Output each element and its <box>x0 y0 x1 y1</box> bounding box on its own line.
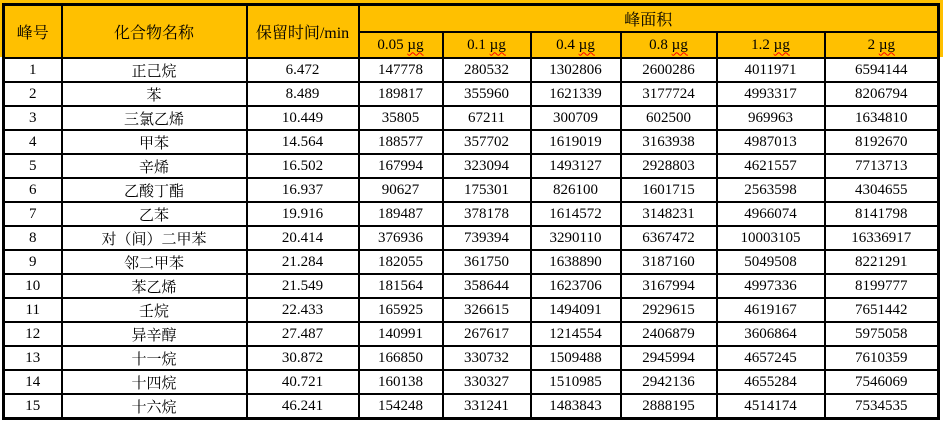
peak-area-cell: 2888195 <box>621 394 717 419</box>
peak-area-cell: 376936 <box>359 226 443 250</box>
peak-area-cell: 4987013 <box>717 130 825 154</box>
peak-area-cell: 602500 <box>621 106 717 130</box>
microgram-unit-label: µg <box>773 36 790 53</box>
peak-no-cell: 5 <box>4 154 62 178</box>
peak-area-cell: 8206794 <box>825 82 939 106</box>
table-row <box>4 250 939 274</box>
retention-time-cell: 14.564 <box>247 130 359 154</box>
peak-area-cell: 323094 <box>443 154 531 178</box>
peak-area-cell: 189817 <box>359 82 443 106</box>
peak-area-cell: 1494091 <box>531 298 621 322</box>
peak-area-cell: 300709 <box>531 106 621 130</box>
retention-time-cell: 20.414 <box>247 226 359 250</box>
peak-area-cell: 90627 <box>359 178 443 202</box>
retention-time-cell: 10.449 <box>247 106 359 130</box>
compound-name-cell: 对（间）二甲苯 <box>62 226 247 250</box>
compound-name-cell: 辛烯 <box>62 154 247 178</box>
peak-area-cell: 1621339 <box>531 82 621 106</box>
peak-area-cell: 2945994 <box>621 346 717 370</box>
concentration-header-1.2: 1.2 µg <box>717 32 825 58</box>
peak-area-cell: 166850 <box>359 346 443 370</box>
peak-area-cell: 1509488 <box>531 346 621 370</box>
retention-time-cell: 19.916 <box>247 202 359 226</box>
table-row <box>4 202 939 226</box>
peak-area-cell: 8192670 <box>825 130 939 154</box>
table-row <box>4 130 939 154</box>
retention-time-cell: 46.241 <box>247 394 359 419</box>
peak-area-cell: 1214554 <box>531 322 621 346</box>
peak-area-cell: 3177724 <box>621 82 717 106</box>
compound-name-cell: 十四烷 <box>62 370 247 394</box>
col-header-compound: 化合物名称 <box>62 5 247 59</box>
compound-name-cell: 苯乙烯 <box>62 274 247 298</box>
peak-no-cell: 3 <box>4 106 62 130</box>
peak-area-cell: 4655284 <box>717 370 825 394</box>
peak-area-cell: 181564 <box>359 274 443 298</box>
peak-area-cell: 10003105 <box>717 226 825 250</box>
peak-area-cell: 182055 <box>359 250 443 274</box>
compound-name-cell: 三氯乙烯 <box>62 106 247 130</box>
microgram-unit-label: µg <box>578 36 595 53</box>
peak-area-cell: 331241 <box>443 394 531 419</box>
peak-no-cell: 7 <box>4 202 62 226</box>
peak-area-cell: 188577 <box>359 130 443 154</box>
peak-area-cell: 1634810 <box>825 106 939 130</box>
compound-name-cell: 邻二甲苯 <box>62 250 247 274</box>
peak-area-cell: 378178 <box>443 202 531 226</box>
peak-area-cell: 358644 <box>443 274 531 298</box>
peak-area-cell: 7534535 <box>825 394 939 419</box>
compound-name-cell: 甲苯 <box>62 130 247 154</box>
peak-area-cell: 7651442 <box>825 298 939 322</box>
table-body <box>4 58 939 419</box>
peak-area-cell: 4993317 <box>717 82 825 106</box>
peak-area-cell: 3187160 <box>621 250 717 274</box>
retention-time-cell: 40.721 <box>247 370 359 394</box>
compound-name-cell: 壬烷 <box>62 298 247 322</box>
peak-area-cell: 1601715 <box>621 178 717 202</box>
microgram-unit-label: µg <box>489 36 506 53</box>
microgram-unit-label: µg <box>671 36 688 53</box>
peak-area-cell: 4966074 <box>717 202 825 226</box>
calibration-table <box>2 3 940 420</box>
peak-area-cell: 969963 <box>717 106 825 130</box>
retention-time-cell: 16.937 <box>247 178 359 202</box>
peak-area-cell: 8199777 <box>825 274 939 298</box>
peak-no-cell: 12 <box>4 322 62 346</box>
peak-area-cell: 3163938 <box>621 130 717 154</box>
peak-no-cell: 13 <box>4 346 62 370</box>
peak-area-cell: 357702 <box>443 130 531 154</box>
peak-area-cell: 330327 <box>443 370 531 394</box>
peak-no-cell: 14 <box>4 370 62 394</box>
peak-area-cell: 1302806 <box>531 58 621 82</box>
concentration-header-2: 2 µg <box>825 32 939 58</box>
table-row <box>4 298 939 322</box>
peak-area-cell: 2563598 <box>717 178 825 202</box>
peak-area-cell: 361750 <box>443 250 531 274</box>
peak-area-cell: 8221291 <box>825 250 939 274</box>
table-row <box>4 394 939 419</box>
peak-area-cell: 1638890 <box>531 250 621 274</box>
peak-area-cell: 4514174 <box>717 394 825 419</box>
compound-name-cell: 十六烷 <box>62 394 247 419</box>
peak-area-cell: 6594144 <box>825 58 939 82</box>
peak-no-cell: 15 <box>4 394 62 419</box>
col-header-retention-time: 保留时间/min <box>247 5 359 59</box>
retention-time-cell: 6.472 <box>247 58 359 82</box>
peak-area-cell: 1493127 <box>531 154 621 178</box>
peak-area-cell: 67211 <box>443 106 531 130</box>
peak-area-cell: 4619167 <box>717 298 825 322</box>
peak-area-cell: 355960 <box>443 82 531 106</box>
compound-name-cell: 异辛醇 <box>62 322 247 346</box>
peak-area-cell: 147778 <box>359 58 443 82</box>
peak-area-cell: 1510985 <box>531 370 621 394</box>
peak-area-cell: 7546069 <box>825 370 939 394</box>
peak-no-cell: 1 <box>4 58 62 82</box>
peak-area-cell: 140991 <box>359 322 443 346</box>
peak-area-cell: 280532 <box>443 58 531 82</box>
peak-area-cell: 5975058 <box>825 322 939 346</box>
concentration-header-0.8: 0.8 µg <box>621 32 717 58</box>
peak-area-cell: 154248 <box>359 394 443 419</box>
col-header-peak-area-group: 峰面积 <box>359 5 939 33</box>
peak-area-cell: 3167994 <box>621 274 717 298</box>
peak-no-cell: 4 <box>4 130 62 154</box>
peak-area-cell: 2929615 <box>621 298 717 322</box>
peak-area-cell: 2406879 <box>621 322 717 346</box>
table-row <box>4 370 939 394</box>
peak-area-cell: 1619019 <box>531 130 621 154</box>
peak-area-cell: 4011971 <box>717 58 825 82</box>
peak-area-cell: 4657245 <box>717 346 825 370</box>
retention-time-cell: 22.433 <box>247 298 359 322</box>
table-row <box>4 178 939 202</box>
table-row <box>4 154 939 178</box>
peak-area-cell: 189487 <box>359 202 443 226</box>
peak-area-cell: 7610359 <box>825 346 939 370</box>
peak-area-cell: 4304655 <box>825 178 939 202</box>
peak-area-cell: 3148231 <box>621 202 717 226</box>
peak-no-cell: 6 <box>4 178 62 202</box>
peak-no-cell: 8 <box>4 226 62 250</box>
peak-area-cell: 5049508 <box>717 250 825 274</box>
concentration-header-0.1: 0.1 µg <box>443 32 531 58</box>
table-row <box>4 226 939 250</box>
peak-area-cell: 160138 <box>359 370 443 394</box>
peak-area-cell: 267617 <box>443 322 531 346</box>
peak-area-cell: 1483843 <box>531 394 621 419</box>
peak-area-cell: 826100 <box>531 178 621 202</box>
col-header-peak-no: 峰号 <box>4 5 62 59</box>
table-row <box>4 58 939 82</box>
compound-name-cell: 十一烷 <box>62 346 247 370</box>
retention-time-cell: 8.489 <box>247 82 359 106</box>
table-row <box>4 346 939 370</box>
peak-area-cell: 165925 <box>359 298 443 322</box>
peak-area-cell: 2928803 <box>621 154 717 178</box>
compound-name-cell: 乙酸丁酯 <box>62 178 247 202</box>
peak-no-cell: 2 <box>4 82 62 106</box>
peak-area-cell: 326615 <box>443 298 531 322</box>
concentration-header-0.05: 0.05 µg <box>359 32 443 58</box>
retention-time-cell: 30.872 <box>247 346 359 370</box>
concentration-header-0.4: 0.4 µg <box>531 32 621 58</box>
peak-area-cell: 2600286 <box>621 58 717 82</box>
retention-time-cell: 27.487 <box>247 322 359 346</box>
peak-area-cell: 4621557 <box>717 154 825 178</box>
peak-area-cell: 1623706 <box>531 274 621 298</box>
peak-area-cell: 330732 <box>443 346 531 370</box>
peak-area-cell: 3606864 <box>717 322 825 346</box>
peak-area-cell: 8141798 <box>825 202 939 226</box>
microgram-unit-label: µg <box>878 36 895 53</box>
table-row <box>4 106 939 130</box>
peak-area-cell: 7713713 <box>825 154 939 178</box>
peak-area-cell: 739394 <box>443 226 531 250</box>
retention-time-cell: 21.284 <box>247 250 359 274</box>
compound-name-cell: 正己烷 <box>62 58 247 82</box>
retention-time-cell: 16.502 <box>247 154 359 178</box>
table-row <box>4 82 939 106</box>
peak-area-cell: 2942136 <box>621 370 717 394</box>
retention-time-cell: 21.549 <box>247 274 359 298</box>
compound-name-cell: 乙苯 <box>62 202 247 226</box>
peak-no-cell: 9 <box>4 250 62 274</box>
peak-area-cell: 175301 <box>443 178 531 202</box>
peak-area-cell: 6367472 <box>621 226 717 250</box>
peak-area-cell: 3290110 <box>531 226 621 250</box>
peak-area-cell: 35805 <box>359 106 443 130</box>
compound-name-cell: 苯 <box>62 82 247 106</box>
peak-area-cell: 16336917 <box>825 226 939 250</box>
microgram-unit-label: µg <box>407 36 424 53</box>
peak-area-cell: 1614572 <box>531 202 621 226</box>
peak-area-cell: 167994 <box>359 154 443 178</box>
peak-no-cell: 10 <box>4 274 62 298</box>
table-row <box>4 322 939 346</box>
peak-no-cell: 11 <box>4 298 62 322</box>
table-row <box>4 274 939 298</box>
header-row-main <box>4 5 939 33</box>
peak-area-cell: 4997336 <box>717 274 825 298</box>
